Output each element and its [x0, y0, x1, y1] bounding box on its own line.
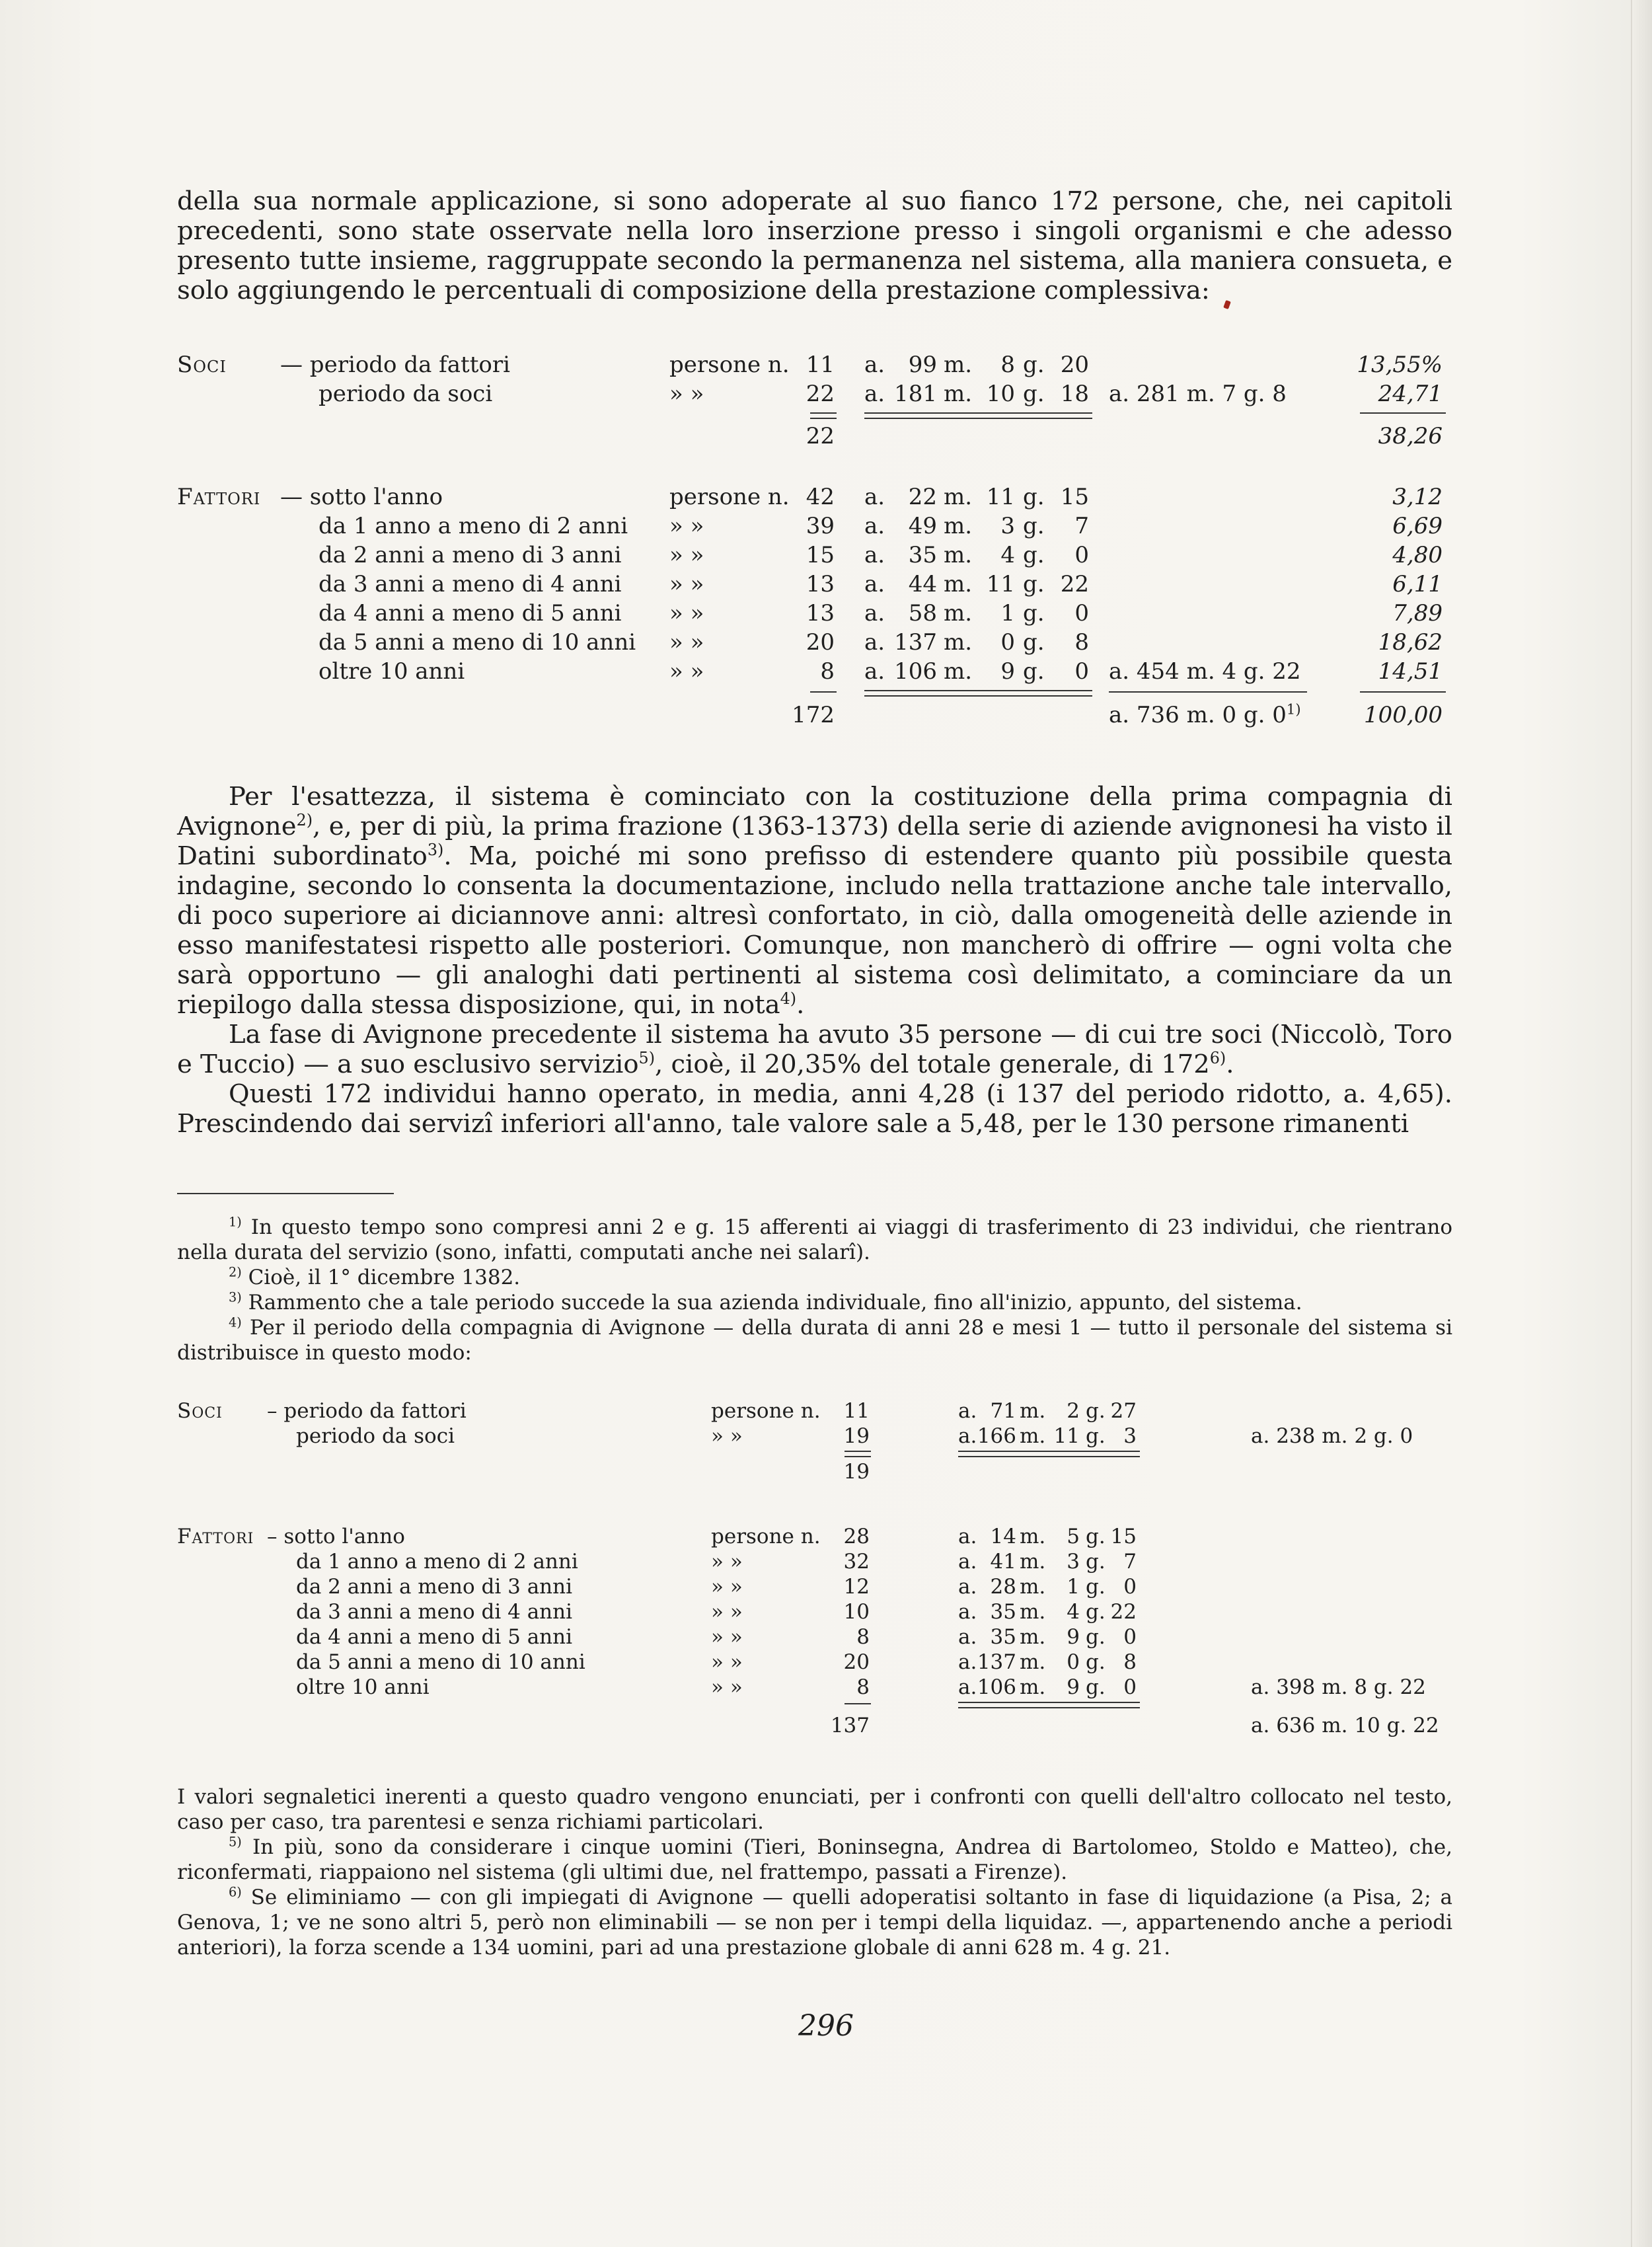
soci-count-rule: [810, 412, 837, 419]
row-g: g.: [1023, 571, 1045, 597]
fattori-label: Fattori: [177, 484, 261, 510]
row-g: g.: [1023, 381, 1045, 407]
row-percent: 4,80: [1392, 542, 1443, 568]
row-a: a.: [864, 352, 885, 378]
note-row-a: a.: [958, 1399, 977, 1423]
row-count: 22: [806, 381, 835, 407]
row-months: 10: [986, 381, 1015, 407]
note-soci-total-count: 19: [843, 1460, 870, 1484]
row-g: g.: [1023, 629, 1045, 656]
page-number: 296: [798, 2009, 854, 2043]
row-m: m.: [944, 352, 973, 378]
row-months: 9: [1000, 658, 1015, 685]
row-months: 8: [1000, 352, 1015, 378]
row-count: 15: [806, 542, 835, 568]
row-years: 22: [908, 484, 937, 510]
fattori-subtotal-rule: [1109, 691, 1307, 693]
row-g: g.: [1023, 513, 1045, 539]
note-row-days: 3: [1123, 1424, 1137, 1448]
footnote-1: $^{1)}$ In questo tempo sono compresi anni 2 e g. 15 afferenti ai viaggi di trasferimento di 23 individui, che rientrano nella durata del servizio (sono, infatti, computati anche nei salarî).: [177, 1214, 1452, 1264]
note-row-m: m.: [1020, 1575, 1046, 1599]
paragraph-1: Per l'esattezza, il sistema è cominciato con la costituzione della prima compagnia di Avignone$^{2)}$, e, per di più, la prima frazione (1363-1373) della serie di aziende avignonesi ha visto il Datini subordinato$^{3)}$. Ma, poiché mi sono prefisso di estendere quanto più possibile questa indagine, secondo lo consenta la documentazione, includo nella trattazione anche tale intervallo, di poco superiore ai diciannove anni: altresì confortato, in ciò, dalla omogeneità delle aziende in esso manifestatesi rispetto alle posteriori. Comunque, non mancherò di offrire — ogni volta che sarà opportuno — gli analoghi dati pertinenti al sistema così delimitato, a cominciare da un riepilogo dalla stessa disposizione, qui, in nota$^{4)}$.: [177, 782, 1452, 1020]
row-months: 1: [1000, 600, 1015, 627]
row-g: g.: [1023, 600, 1045, 627]
note-row-g: g.: [1086, 1424, 1106, 1448]
note-row-a: a.: [958, 1525, 977, 1548]
note-row-count: 20: [843, 1650, 870, 1674]
note-row-a: a.: [958, 1675, 977, 1699]
note-grand-total-count: 137: [830, 1714, 870, 1737]
grand-total: a. 736 m. 0 g. 0$^{1)}$: [1109, 701, 1301, 728]
paragraph-3: Questi 172 individui hanno operato, in media, anni 4,28 (i 137 del periodo ridotto, a. 4,65). Prescindendo dai servizî inferiori all'anno, tale valore sale a 5,48, per le 130 persone rimanenti: [177, 1079, 1452, 1139]
footnotes-top: [177, 1215, 1452, 1365]
note-row-months: 11: [1053, 1424, 1080, 1448]
note-row-a: a.: [958, 1424, 977, 1448]
row-m: m.: [944, 513, 973, 539]
row-count: 8: [820, 658, 835, 685]
note-row-g: g.: [1086, 1625, 1106, 1649]
note-row-unit: » »: [711, 1675, 743, 1699]
row-g: g.: [1023, 542, 1045, 568]
note-row-unit: persone n.: [711, 1399, 821, 1423]
footnote-rule: [177, 1193, 394, 1194]
soci-label: Soci: [177, 352, 227, 378]
soci-time-rule: [864, 412, 1092, 419]
note-row-subtotal: a. 398 m. 8 g. 22: [1251, 1675, 1426, 1699]
row-count: 20: [806, 629, 835, 656]
row-days: 15: [1060, 484, 1089, 510]
note-row-years: 106: [977, 1675, 1016, 1699]
row-m: m.: [944, 571, 973, 597]
row-percent: 18,62: [1378, 629, 1443, 656]
soci-pct-rule: [1360, 412, 1446, 414]
note-row-days: 0: [1123, 1575, 1137, 1599]
note-row-months: 2: [1067, 1399, 1080, 1423]
row-days: 0: [1074, 600, 1089, 627]
note-row-a: a.: [958, 1550, 977, 1574]
row-label: da 3 anni a meno di 4 anni: [319, 571, 622, 597]
row-subtotal: a. 281 m. 7 g. 8: [1109, 381, 1287, 407]
row-label: oltre 10 anni: [319, 658, 465, 685]
note-row-label: – sotto l'anno: [267, 1525, 405, 1548]
note-row-days: 27: [1110, 1399, 1137, 1423]
note-row-years: 137: [977, 1650, 1016, 1674]
row-count: 13: [806, 571, 835, 597]
row-years: 49: [908, 513, 937, 539]
note-row-count: 32: [843, 1550, 870, 1574]
row-count: 11: [806, 352, 835, 378]
row-g: g.: [1023, 352, 1045, 378]
row-days: 22: [1060, 571, 1089, 597]
note-row-unit: » »: [711, 1600, 743, 1624]
row-label: — sotto l'anno: [280, 484, 443, 510]
footnotes-bottom: [177, 1784, 1452, 1960]
row-m: m.: [944, 629, 973, 656]
row-label: da 2 anni a meno di 3 anni: [319, 542, 622, 568]
note-row-months: 5: [1067, 1525, 1080, 1548]
note-row-m: m.: [1020, 1424, 1046, 1448]
note-row-m: m.: [1020, 1600, 1046, 1624]
note-row-months: 9: [1067, 1625, 1080, 1649]
row-g: g.: [1023, 658, 1045, 685]
grand-total-percent: 100,00: [1364, 702, 1443, 728]
note-row-m: m.: [1020, 1550, 1046, 1574]
note-row-subtotal: a. 238 m. 2 g. 0: [1251, 1424, 1413, 1448]
footnote-table: [177, 1398, 1452, 1741]
note-row-label: da 3 anni a meno di 4 anni: [296, 1600, 573, 1624]
fattori-count-rule: [810, 691, 837, 693]
row-unit: » »: [669, 542, 704, 568]
row-m: m.: [944, 600, 973, 627]
row-unit: » »: [669, 571, 704, 597]
row-months: 11: [986, 484, 1015, 510]
note-row-label: da 1 anno a meno di 2 anni: [296, 1550, 578, 1574]
note-row-m: m.: [1020, 1399, 1046, 1423]
note-row-label: da 2 anni a meno di 3 anni: [296, 1575, 573, 1599]
note-soci-label: Soci: [177, 1399, 223, 1423]
row-percent: 24,71: [1378, 381, 1443, 407]
row-label: da 4 anni a meno di 5 anni: [319, 600, 622, 627]
footnote-4: $^{4)}$ Per il periodo della compagnia di Avignone — della durata di anni 28 e mesi 1 — tutto il personale del sistema si distribuisce in questo modo:: [177, 1314, 1453, 1365]
row-years: 35: [908, 542, 937, 568]
note-row-g: g.: [1086, 1600, 1106, 1624]
note-soci-time-rule: [958, 1451, 1140, 1457]
row-a: a.: [864, 600, 885, 627]
note-row-g: g.: [1086, 1575, 1106, 1599]
row-a: a.: [864, 658, 885, 685]
note-row-m: m.: [1020, 1525, 1046, 1548]
row-days: 18: [1060, 381, 1089, 407]
note-row-label: da 4 anni a meno di 5 anni: [296, 1625, 573, 1649]
note-row-label: da 5 anni a meno di 10 anni: [296, 1650, 585, 1674]
note-row-days: 0: [1123, 1625, 1137, 1649]
note-row-a: a.: [958, 1650, 977, 1674]
row-years: 99: [908, 352, 937, 378]
row-years: 181: [894, 381, 937, 407]
row-months: 11: [986, 571, 1015, 597]
row-unit: » »: [669, 658, 704, 685]
row-years: 58: [908, 600, 937, 627]
note-row-days: 8: [1123, 1650, 1137, 1674]
note-row-a: a.: [958, 1575, 977, 1599]
note-row-g: g.: [1086, 1550, 1106, 1574]
note-row-months: 4: [1067, 1600, 1080, 1624]
row-count: 42: [806, 484, 835, 510]
row-count: 39: [806, 513, 835, 539]
soci-total-count: 22: [806, 423, 835, 449]
row-label: periodo da soci: [319, 381, 493, 407]
note-row-g: g.: [1086, 1675, 1106, 1699]
note-row-years: 166: [977, 1424, 1016, 1448]
fattori-pct-rule: [1360, 691, 1446, 693]
note-row-count: 12: [843, 1575, 870, 1599]
note-row-count: 8: [856, 1675, 870, 1699]
note-row-label: oltre 10 anni: [296, 1675, 430, 1699]
note-row-unit: » »: [711, 1575, 743, 1599]
row-percent: 7,89: [1392, 600, 1443, 627]
row-months: 3: [1000, 513, 1015, 539]
note-row-unit: persone n.: [711, 1525, 821, 1548]
footnote-5: $^{5)}$ In più, sono da considerare i cinque uomini (Tieri, Boninsegna, Andrea di Bartolomeo, Stoldo e Matteo), che, riconfermati, riappaiono nel sistema (gli ultimi due, nel frattempo, passati a Firenze).: [177, 1834, 1452, 1884]
page-edge: [1631, 0, 1652, 2247]
note-row-g: g.: [1086, 1399, 1106, 1423]
note-row-unit: » »: [711, 1625, 743, 1649]
row-m: m.: [944, 658, 973, 685]
intro-paragraph: [177, 186, 1452, 305]
row-a: a.: [864, 381, 885, 407]
note-fattori-count-rule: [845, 1703, 871, 1704]
row-label: da 5 anni a meno di 10 anni: [319, 629, 636, 656]
row-percent: 13,55%: [1357, 352, 1443, 378]
grand-total-count: 172: [792, 702, 835, 728]
footnote-2: $^{2)}$ Cioè, il 1° dicembre 1382.: [229, 1264, 521, 1289]
note-row-count: 28: [843, 1525, 870, 1548]
note-row-count: 11: [843, 1399, 870, 1423]
row-a: a.: [864, 484, 885, 510]
note-row-label: – periodo da fattori: [267, 1399, 467, 1423]
footnote-3: $^{3)}$ Rammento che a tale periodo succede la sua azienda individuale, fino all'inizio, appunto, del sistema.: [229, 1289, 1302, 1314]
row-unit: persone n.: [669, 352, 790, 378]
note-row-years: 71: [990, 1399, 1016, 1423]
note-row-days: 22: [1110, 1600, 1137, 1624]
row-unit: » »: [669, 600, 704, 627]
body-paragraphs: [177, 782, 1452, 1139]
row-years: 137: [894, 629, 937, 656]
note-row-count: 10: [843, 1600, 870, 1624]
paragraph-2: La fase di Avignone precedente il sistema ha avuto 35 persone — di cui tre soci (Niccolò, Toro e Tuccio) — a suo esclusivo servizio$^{5)}$, cioè, il 20,35% del totale generale, di 172$^{6)}$.: [177, 1020, 1452, 1079]
note-row-m: m.: [1020, 1625, 1046, 1649]
note-row-years: 14: [990, 1525, 1016, 1548]
row-a: a.: [864, 542, 885, 568]
note-row-label: periodo da soci: [296, 1424, 455, 1448]
row-unit: persone n.: [669, 484, 790, 510]
note-row-g: g.: [1086, 1525, 1106, 1548]
row-percent: 6,11: [1392, 571, 1443, 597]
row-percent: 6,69: [1392, 513, 1443, 539]
row-a: a.: [864, 513, 885, 539]
note-row-a: a.: [958, 1600, 977, 1624]
row-percent: 3,12: [1392, 484, 1443, 510]
row-a: a.: [864, 571, 885, 597]
note-soci-count-rule: [845, 1451, 871, 1457]
row-subtotal: a. 454 m. 4 g. 22: [1109, 658, 1301, 685]
row-label: — periodo da fattori: [280, 352, 510, 378]
row-days: 0: [1074, 542, 1089, 568]
note-row-unit: » »: [711, 1424, 743, 1448]
soci-total-percent: 38,26: [1378, 423, 1443, 449]
row-unit: » »: [669, 381, 704, 407]
note-row-years: 35: [990, 1600, 1016, 1624]
note-row-months: 3: [1067, 1550, 1080, 1574]
row-m: m.: [944, 381, 973, 407]
row-days: 0: [1074, 658, 1089, 685]
note-row-years: 41: [990, 1550, 1016, 1574]
row-months: 4: [1000, 542, 1015, 568]
note-row-days: 15: [1110, 1525, 1137, 1548]
note-row-years: 28: [990, 1575, 1016, 1599]
row-days: 20: [1060, 352, 1089, 378]
note-row-count: 8: [856, 1625, 870, 1649]
note-row-months: 1: [1067, 1575, 1080, 1599]
note-row-unit: » »: [711, 1550, 743, 1574]
footnote-6: $^{6)}$ Se eliminiamo — con gli impiegati di Avignone — quelli adoperatisi soltanto in fase di liquidazione (a Pisa, 2; a Genova, 1; ve ne sono altri 5, però non eliminabili — se non per i tempi della liquidaz. —, appartenendo anche a periodi anteriori), la forza scende a 134 uomini, pari ad una prestazione globale di anni 628 m. 4 g. 21.: [177, 1884, 1453, 1960]
note-row-years: 35: [990, 1625, 1016, 1649]
row-percent: 14,51: [1378, 658, 1443, 685]
fattori-time-rule: [864, 690, 1092, 697]
row-months: 0: [1000, 629, 1015, 656]
grand-total-footnote-ref: 1): [1286, 701, 1301, 718]
row-years: 44: [908, 571, 937, 597]
note-row-a: a.: [958, 1625, 977, 1649]
row-unit: » »: [669, 629, 704, 656]
note-row-unit: » »: [711, 1650, 743, 1674]
row-g: g.: [1023, 484, 1045, 510]
row-label: da 1 anno a meno di 2 anni: [319, 513, 628, 539]
row-a: a.: [864, 629, 885, 656]
note-row-days: 7: [1123, 1550, 1137, 1574]
note-grand-total: a. 636 m. 10 g. 22: [1251, 1714, 1439, 1737]
row-unit: » »: [669, 513, 704, 539]
row-count: 13: [806, 600, 835, 627]
row-days: 7: [1074, 513, 1089, 539]
note-row-months: 9: [1067, 1675, 1080, 1699]
note-row-days: 0: [1123, 1675, 1137, 1699]
note-fattori-label: Fattori: [177, 1525, 254, 1548]
note-row-m: m.: [1020, 1675, 1046, 1699]
note-row-g: g.: [1086, 1650, 1106, 1674]
footnote-4-continuation: I valori segnaletici inerenti a questo quadro vengono enunciati, per i confronti con quelli dell'altro collocato nel testo, caso per caso, tra parentesi e senza richiami particolari.: [177, 1785, 1452, 1834]
row-years: 106: [894, 658, 937, 685]
row-m: m.: [944, 484, 973, 510]
note-fattori-time-rule: [958, 1702, 1140, 1708]
intro-text: della sua normale applicazione, si sono adoperate al suo fianco 172 persone, che, nei capitoli precedenti, sono state osservate nella loro inserzione presso i singoli organismi e che adesso presento tutte insieme, raggruppate secondo la permanenza nel sistema, alla maniera consueta, e solo aggiungendo le percentuali di composizione della prestazione complessiva:: [177, 186, 1452, 305]
note-row-m: m.: [1020, 1650, 1046, 1674]
row-days: 8: [1074, 629, 1089, 656]
note-row-months: 0: [1067, 1650, 1080, 1674]
row-m: m.: [944, 542, 973, 568]
note-row-count: 19: [843, 1424, 870, 1448]
